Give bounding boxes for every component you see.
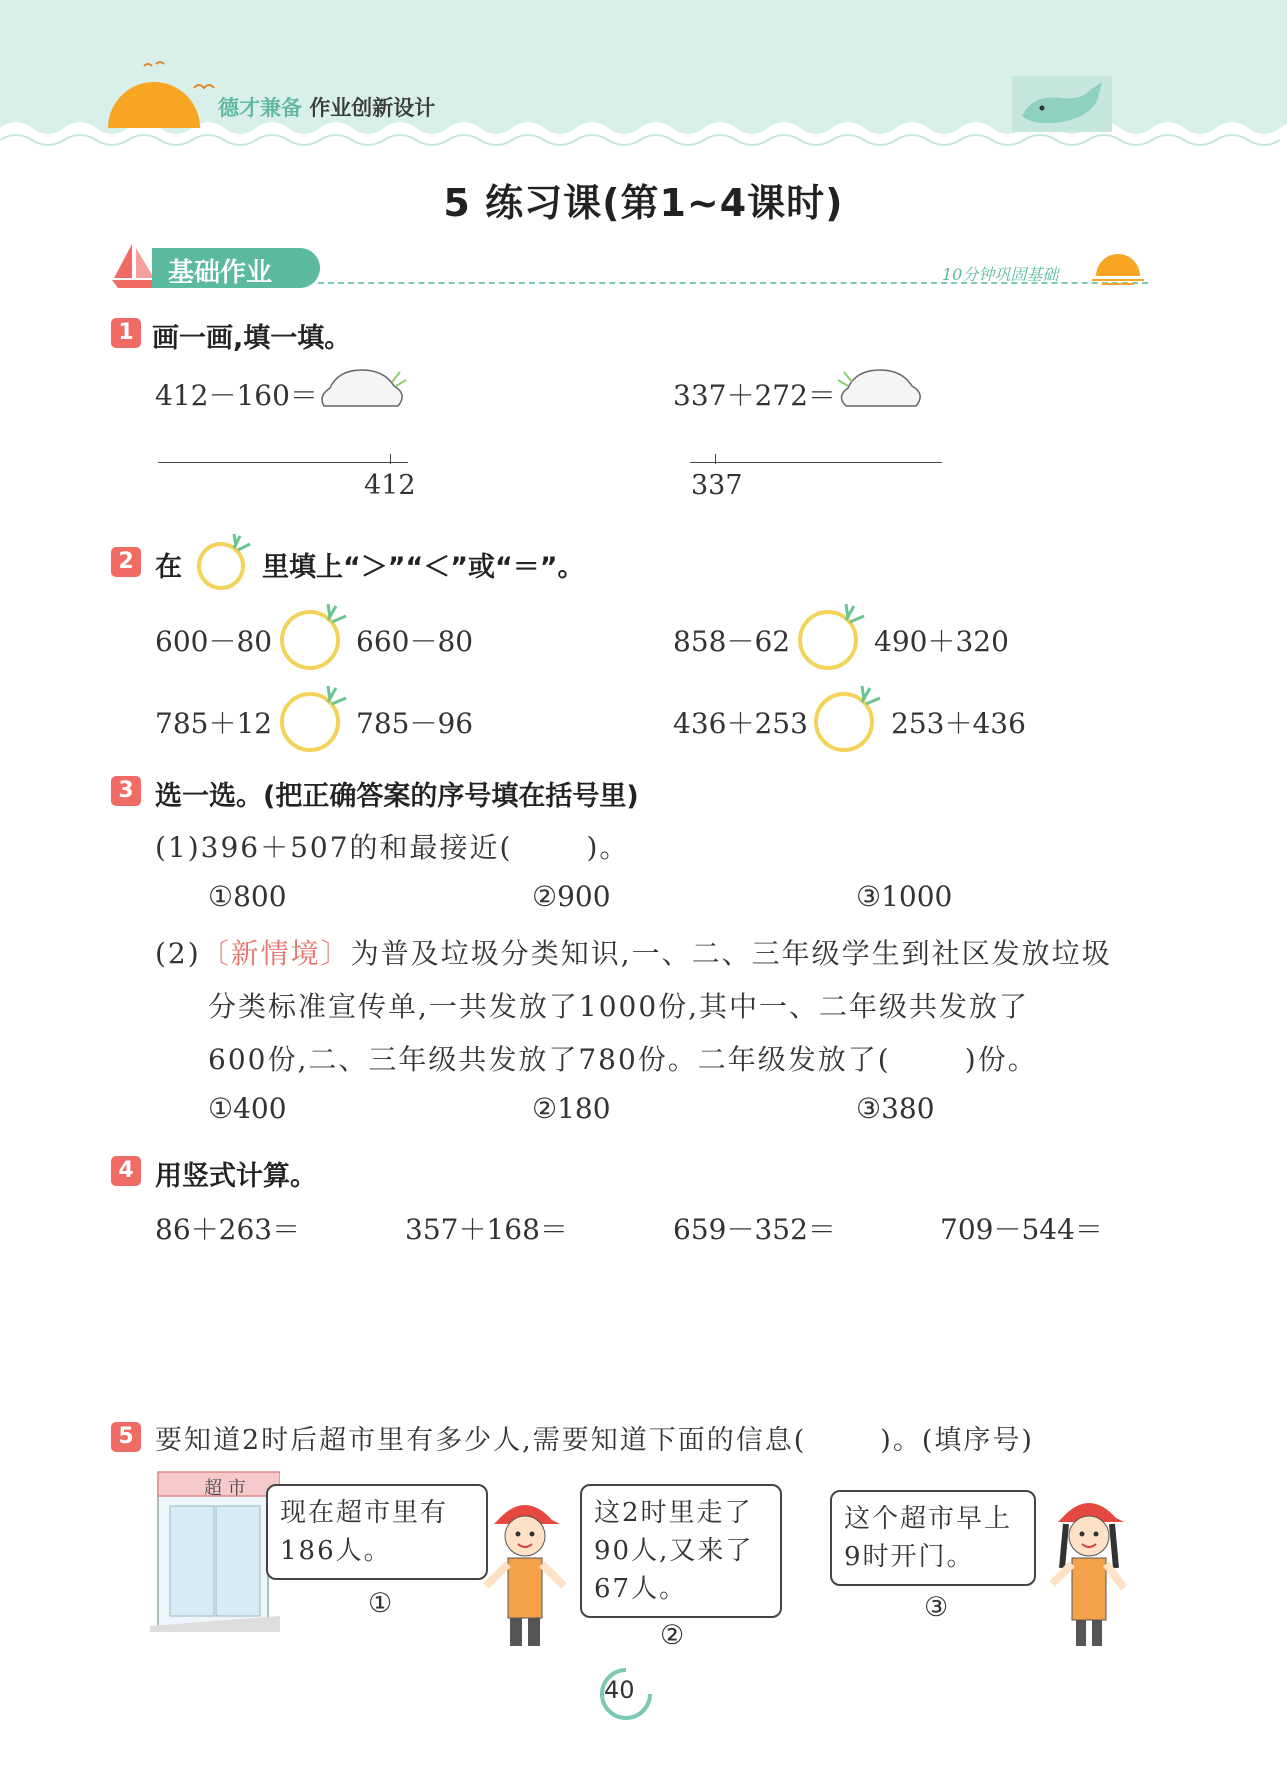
question-prompt: 画一画,填一填。 xyxy=(152,323,352,354)
sunset-icon xyxy=(1090,250,1146,286)
compare-circle-blank[interactable] xyxy=(812,682,882,754)
section-note: 10分钟巩固基础 xyxy=(942,265,1059,284)
lesson-title: 5 练习课(第1~4课时) xyxy=(443,181,844,225)
comparison-left: 785＋12 xyxy=(155,707,273,740)
comparison-left: 858－62 xyxy=(673,625,791,658)
option-mark: ② xyxy=(660,1620,685,1651)
question-number: 1 xyxy=(111,318,141,348)
equation: 412－160＝ xyxy=(155,379,318,412)
store-sign: 超 市 xyxy=(204,1478,246,1499)
question-number: 4 xyxy=(111,1156,141,1186)
number-line-tick xyxy=(390,454,391,464)
compare-circle-blank[interactable] xyxy=(796,600,866,672)
question-prompt-part: 里填上“＞”“＜”或“＝”。 xyxy=(262,552,585,583)
number-line[interactable] xyxy=(158,462,408,463)
sub-question-2-line: 分类标准宣传单,一共发放了1000份,其中一、二年级共发放了 xyxy=(208,990,1030,1023)
comparison-right: 490＋320 xyxy=(874,625,1009,658)
answer-cloud-blank[interactable] xyxy=(836,366,926,410)
option: ①400 xyxy=(208,1092,287,1125)
comparison-right: 253＋436 xyxy=(891,707,1026,740)
number-line[interactable] xyxy=(690,462,942,463)
question-prompt: 选一选。(把正确答案的序号填在括号里) xyxy=(155,781,639,812)
tick-label: 412 xyxy=(364,470,416,501)
comparison-right: 660－80 xyxy=(356,625,474,658)
info-bubble-3: 这个超市早上 9时开门。 xyxy=(830,1490,1036,1586)
question-number: 5 xyxy=(111,1422,141,1452)
calculation: 357＋168＝ xyxy=(405,1213,568,1246)
whale-icon xyxy=(1012,76,1112,132)
sun-icon xyxy=(104,58,204,128)
question-prompt: 要知道2时后超市里有多少人,需要知道下面的信息( )。(填序号) xyxy=(155,1425,1034,1456)
question-prompt-part: 在 xyxy=(155,552,182,583)
option: ①800 xyxy=(208,880,287,913)
info-bubble-1: 现在超市里有 186人。 xyxy=(266,1484,488,1580)
tick-label: 337 xyxy=(691,470,743,501)
comparison-right: 785－96 xyxy=(356,707,474,740)
option-mark: ③ xyxy=(924,1592,949,1623)
girl-illustration xyxy=(1044,1488,1134,1650)
question-number: 3 xyxy=(111,776,141,806)
compare-circle-blank[interactable] xyxy=(278,600,348,672)
series-title: 德才兼备 作业创新设计 xyxy=(218,96,436,120)
section-label: 基础作业 xyxy=(168,258,273,288)
calculation: 659－352＝ xyxy=(673,1213,836,1246)
page-number: 40 xyxy=(604,1676,635,1704)
answer-circle-icon xyxy=(194,532,252,592)
compare-circle-blank[interactable] xyxy=(278,682,348,754)
calculation: 709－544＝ xyxy=(940,1213,1103,1246)
number-line-tick xyxy=(715,454,716,464)
bird-icon xyxy=(192,78,216,94)
question-number: 2 xyxy=(111,547,141,577)
option: ②180 xyxy=(532,1092,611,1125)
sub-question-2-line: 600份,二、三年级共发放了780份。二年级发放了( )份。 xyxy=(208,1043,1038,1076)
option: ②900 xyxy=(532,880,611,913)
sub-question-2-line: (2)〔新情境〕为普及垃圾分类知识,一、二、三年级学生到社区发放垃圾 xyxy=(155,937,1112,970)
comparison-left: 600－80 xyxy=(155,625,273,658)
work-area[interactable] xyxy=(155,1260,1155,1400)
answer-cloud-blank[interactable] xyxy=(318,366,408,410)
boy-illustration xyxy=(480,1490,570,1650)
option-mark: ① xyxy=(368,1588,393,1619)
calculation: 86＋263＝ xyxy=(155,1213,301,1246)
sub-question-1: (1)396＋507的和最接近( )。 xyxy=(155,831,630,864)
new-context-tag: 〔新情境〕 xyxy=(200,937,351,970)
comparison-left: 436＋253 xyxy=(673,707,808,740)
info-bubble-2: 这2时里走了 90人,又来了 67人。 xyxy=(580,1484,782,1618)
option: ③380 xyxy=(856,1092,935,1125)
question-prompt: 用竖式计算。 xyxy=(155,1161,317,1192)
option: ③1000 xyxy=(856,880,953,913)
equation: 337＋272＝ xyxy=(673,379,836,412)
